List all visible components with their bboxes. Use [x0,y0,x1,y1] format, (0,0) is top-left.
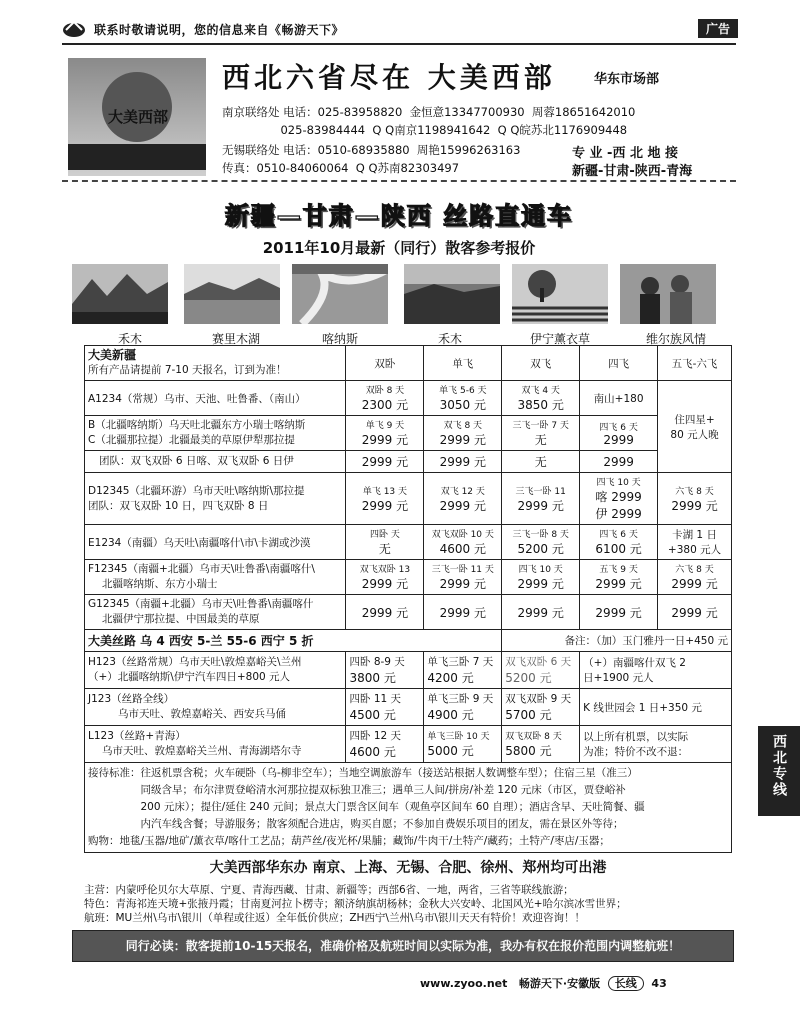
price: 6100 元 [595,542,642,556]
duration: 双飞 4 天 [521,386,560,396]
route-name: 北疆喀纳斯、东方小瑞士 [102,578,218,590]
price: 2999 元 [361,433,409,447]
caption: 禾木 [117,332,142,346]
route-name: 乌市天吐、敦煌嘉峪关兰州、青海湖塔尔寺 [102,745,302,757]
price: 2999 元 [580,595,658,630]
table-row [85,560,732,595]
duration: 双飞 8 天 [443,421,483,431]
duration: 单飞 5-6 天 [439,386,487,396]
top-strip [62,17,736,45]
peer-notice: 同行必读：散客提前10-15天报名，准确价格及航班时间以实际为准，我办有权在报价范围内调整航班！ [72,930,734,962]
agency-title: 西北六省尽在 大美西部 [222,61,556,94]
duration: 双飞 12 天 [440,486,485,497]
price: 2999 元 [595,577,642,591]
road-shape [68,144,206,170]
route-name: J123（丝路全线） [88,693,175,705]
route-banner [62,196,736,258]
caption: 喀纳斯 [321,332,358,346]
photo-kanas [292,264,388,324]
duration: 单飞三卧 9 天 [427,693,494,705]
route-name: 团队：双飞双卧 6 日喀、双飞双卧 6 日伊 [85,451,346,473]
shopping-info: 购物：地毯/玉器/地矿/薰衣草/喀什工艺品；葫芦丝/夜光杯/果脯；藏饰/牛肉干/土特产/藏药；土特产/枣店/玉器； [88,835,610,847]
route-name: （+）北疆喀纳斯\伊宁汽车四日+800 元人 [88,671,291,683]
price: 住四星+ 80 元人晚 [658,381,732,473]
logo-brand-text: 大美西部 [108,108,169,126]
price: 3850 元 [517,398,564,412]
service-standard: 200 元床）；提住/延住 240 元间；景点大门票含区间车（观鱼亭区间车 60 自理）；酒店含早、天吐简餐、疆 [88,801,645,813]
caption: 维尔族风情 [645,332,706,346]
price: 2999 元 [424,451,502,473]
addon-note: 为准；特价不改不退： [583,746,689,758]
table-row [85,689,732,726]
duration: 四飞 10 天 [518,565,563,575]
addon-note: 日+1900 元人 [583,672,654,684]
table-row [85,525,732,560]
duration: 六飞 8 天 [675,565,714,575]
slogan-regions: 新疆-甘肃-陕西-青海 [572,164,693,179]
side-tab-label: 西北专线 [771,734,787,798]
price: 4500 元 [349,708,396,722]
price: 4600 元 [439,542,486,556]
addon-note: （+）南疆喀什双飞 2 [583,657,686,669]
banner-title: 新疆—甘肃—陕西 丝路直通车 [224,202,574,230]
table-row [85,595,732,630]
duration: 双飞双卧 6 天 [505,656,572,668]
price: 2999 [580,451,658,473]
column-header: 四飞 [580,346,658,381]
price: 伊 2999 [595,507,642,521]
duration: 卡湖 1 日 [672,529,717,541]
page-number: 43 [651,977,667,990]
addon-note: 以上所有机票，以实际 [583,731,689,743]
agency-logo-photo [68,58,206,176]
photo-yining-lavender [512,264,608,324]
table-row [85,473,732,525]
route-name: L123（丝路+青海） [88,730,186,742]
route-name: C（北疆那拉提）北疆最美的草原伊犁那拉提 [88,434,295,446]
duration: 三飞一卧 7 天 [512,421,569,431]
price: 无 [378,542,391,556]
duration: 单飞三卧 10 天 [427,732,490,742]
route-name: D12345（北疆环游）乌市天吐\喀纳斯\那拉提 [88,484,305,497]
price: 5700 元 [505,708,552,722]
duration: 四卧 11 天 [349,693,402,705]
price: 4600 元 [349,745,396,759]
contact-line: 025-83984444 Q Q南京1198941642 Q Q皖苏北1176909448 [222,123,628,137]
ad-badge: 广告 [698,19,738,38]
duration: 四飞 6 天 [599,422,638,433]
price: 2999 元 [502,595,580,630]
duration: 双飞双卧 10 天 [431,530,494,540]
price: 2999 元 [361,577,409,591]
price: 3800 元 [349,671,396,685]
price: 3050 元 [439,398,486,412]
price-table [84,345,732,853]
duration: 双飞双卧 8 天 [505,732,562,742]
price: +380 元人 [667,544,722,556]
duration: 双飞双卧 9 天 [505,693,572,705]
price: 2999 元 [424,595,502,630]
info-features: 特色：青海祁连天境+张掖丹霞；甘南夏河拉卜楞寺；额济纳旗胡杨林；金秋大兴安岭、北国风光+哈尔滨冰雪世界； [84,898,627,910]
table-row [85,451,732,473]
column-header: 双卧 [346,346,424,381]
info-main-business: 主营：内蒙呼伦贝尔大草原、宁夏、青海西藏、甘肃、新疆等；西部6省、一地，两省，三省等联线旅游； [84,884,574,896]
duration: 双卧 8 天 [365,386,405,396]
duration: 四卧 天 [369,530,400,540]
price: 2999 [603,432,634,447]
price: 2999 元 [346,595,424,630]
price: 2999 元 [439,433,486,447]
photo-hemu [72,264,168,324]
contact-line: 传真：0510-84060064 Q Q苏南82303497 [222,161,460,175]
route-name: A1234（常规）乌市、天池、吐鲁番、（南山） [85,381,346,416]
photo-sayram-lake [184,264,280,324]
duration: 五飞 9 天 [599,565,638,575]
price: 喀 2999 [595,490,642,504]
office-departures: 大美西部华东办 南京、上海、无锡、合肥、徐州、郑州均可出港 [209,860,607,876]
price: 5800 元 [505,744,552,758]
column-header: 单飞 [424,346,502,381]
table-row [85,652,732,689]
price: 无 [502,451,580,473]
table-row [85,346,732,381]
agency-header [62,48,736,180]
table-row [85,416,732,451]
duration: 三飞一卧 11 天 [431,565,494,575]
column-header: 五飞-六飞 [658,346,732,381]
route-name: 乌市天吐、敦煌嘉峪关、西安兵马俑 [118,708,286,720]
duration: 单飞三卧 7 天 [427,656,494,668]
route-name: B（北疆喀纳斯）乌天吐北疆东方小瑞士喀纳斯 [88,419,306,431]
price: 2999 元 [517,498,564,513]
duration: 六飞 8 天 [675,486,714,497]
caption: 伊宁薰衣草 [529,332,590,346]
price: 南山+180 [580,381,658,416]
service-standard: 同级含早；布尔津贾登峪清水河那拉提双标独卫准三；遇单三人间/拼房/补差 120 元床（市区，贾登峪补 [88,784,626,796]
duration: 单飞 13 天 [362,486,408,497]
price: 2999 元 [439,577,486,591]
footer-magazine: 畅游天下·安徽版 [518,977,601,990]
table-row [85,630,732,652]
table-row [85,726,732,763]
duration: 单飞 9 天 [365,421,405,431]
banner-subtitle: 2011年10月最新（同行）散客参考报价 [262,239,536,257]
duration: 三飞一卧 8 天 [512,530,569,540]
route-name: F12345（南疆+北疆）乌市天\吐鲁番\南疆喀什\ [88,563,315,575]
table-row [85,381,732,416]
source-notice: 联系时敬请说明，您的信息来自《畅游天下》 [94,23,345,37]
group-title: 大美丝路 乌 4 西安 5-兰 55-6 西宁 5 折 [85,630,502,652]
footer-tag: 长线 [608,976,644,991]
photo-hemu-village [404,264,500,324]
route-name: 团队：双飞双卧 10 日，四飞双卧 8 日 [88,499,269,512]
price: 5200 元 [505,671,552,685]
price: 2999 元 [439,498,486,513]
caption: 禾木 [437,332,462,346]
price: 4200 元 [427,671,474,685]
scenery-photos [72,264,732,328]
addon-note: K 线世园会 1 日+350 元 [580,689,732,726]
price: 2300 元 [361,398,409,412]
price: 5200 元 [517,542,564,556]
price: 5000 元 [427,744,474,758]
duration: 四卧 12 天 [349,730,402,742]
column-header: 双飞 [502,346,580,381]
route-name: 北疆伊宁那拉提、中国最美的草原 [102,613,260,625]
contact-line: 南京联络处 电话：025-83958820 金恒意13347700930 周蓉18651642010 [222,105,636,119]
caption: 赛里木湖 [211,332,260,346]
group-note: 备注：（加）玉门雅丹一日+450 元 [502,630,732,652]
photo-uyghur-culture [620,264,716,324]
slogan-pro: 专 业 -西 北 地 接 [572,146,679,161]
page-footer [420,975,736,991]
section-side-tab [758,726,800,816]
magazine-logo-icon [62,19,86,39]
table-row [85,763,732,853]
info-flights: 航班：MU兰州\乌市\银川（单程或往返）全年低价供应；ZH西宁\兰州\乌市\银川天天有特价！欢迎咨询！！ [84,912,586,924]
contact-line: 无锡联络处 电话：0510-68935880 周艳15996263163 [222,143,521,157]
price: 无 [534,433,547,447]
duration: 四卧 8-9 天 [349,656,405,668]
group-note: 所有产品请提前 7-10 天报名，订到为准！ [88,364,287,376]
duration: 双飞双卧 13 [359,565,411,575]
price: 4900 元 [427,708,474,722]
duration: 三飞一卧 11 [515,486,566,497]
service-standard: 接待标准：往返机票含税；火车硬卧（乌-柳非空车）；当地空调旅游车（接送站根据人数调整车型）；住宿三星（准三） [88,767,638,779]
price: 2999 元 [671,498,718,513]
service-standard: 内汽车线含餐；导游服务；散客须配合进店，购买自愿；不参加自费娱乐项目的团友，需在景区外等待； [88,818,624,830]
route-name: E1234（南疆）乌天吐\南疆喀什\市\卡湖或沙漠 [85,525,346,560]
route-name: G12345（南疆+北疆）乌市天\吐鲁番\南疆喀什 [88,598,314,610]
duration: 四飞 10 天 [596,478,641,488]
dashed-divider [62,180,736,182]
price: 2999 元 [658,595,732,630]
group-title: 大美新疆 [88,348,137,362]
duration: 四飞 6 天 [599,530,638,540]
agency-dept: 华东市场部 [594,72,660,87]
price: 2999 元 [671,577,718,591]
price: 2999 元 [346,451,424,473]
footer-url: www.zyoo.net [420,977,508,990]
route-name: H123（丝路常规）乌市天吐\敦煌嘉峪关\兰州 [88,656,302,668]
price: 2999 元 [517,577,564,591]
price: 2999 元 [361,498,409,513]
